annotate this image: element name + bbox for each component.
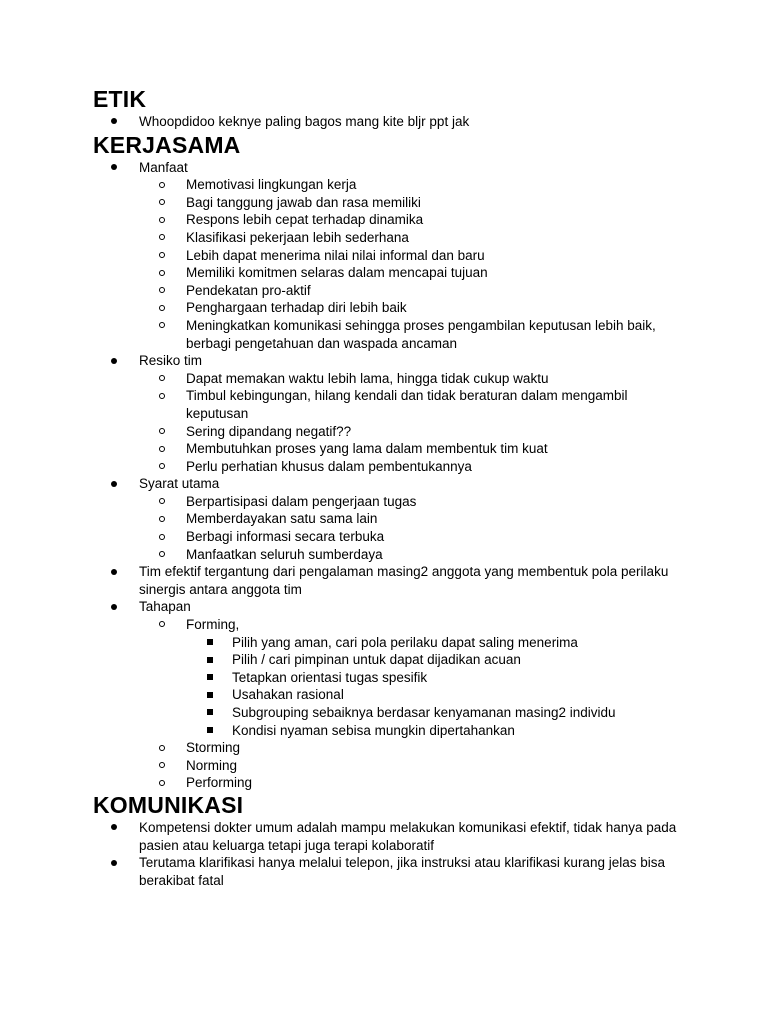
list-item-tim-efektif: Tim efektif tergantung dari pengalaman masing2 anggota yang membentuk pola perilaku sinergis antara anggota tim	[93, 563, 683, 598]
square-bullet-icon	[207, 651, 213, 669]
heading-kerjasama: KERJASAMA	[93, 131, 241, 158]
list-item-syarat: Syarat utama	[93, 475, 683, 493]
circle-bullet-icon	[159, 510, 165, 528]
list-item-performing: Performing	[93, 774, 683, 792]
circle-bullet-icon	[159, 264, 165, 282]
list-item: Pilih / cari pimpinan untuk dapat dijadikan acuan	[93, 651, 683, 669]
list-item: Tetapkan orientasi tugas spesifik	[93, 669, 683, 687]
circle-bullet-icon	[159, 387, 165, 405]
etik-list	[93, 113, 683, 131]
disc-bullet-icon	[111, 475, 117, 493]
list-item: Berbagi informasi secara terbuka	[93, 528, 683, 546]
list-item: Pilih yang aman, cari pola perilaku dapat saling menerima	[93, 634, 683, 652]
disc-bullet-icon	[111, 352, 117, 370]
list-item: Terutama klarifikasi hanya melalui telepon, jika instruksi atau klarifikasi kurang jelas bisa berakibat fatal	[93, 854, 683, 889]
list-item: Perlu perhatian khusus dalam pembentukannya	[93, 458, 683, 476]
circle-bullet-icon	[159, 423, 165, 441]
circle-bullet-icon	[159, 546, 165, 564]
list-item: Subgrouping sebaiknya berdasar kenyamanan masing2 individu	[93, 704, 683, 722]
list-item: Klasifikasi pekerjaan lebih sederhana	[93, 229, 683, 247]
circle-bullet-icon	[159, 528, 165, 546]
disc-bullet-icon	[111, 159, 117, 177]
list-item: Manfaatkan seluruh sumberdaya	[93, 546, 683, 564]
list-item: Dapat memakan waktu lebih lama, hingga tidak cukup waktu	[93, 370, 683, 388]
circle-bullet-icon	[159, 493, 165, 511]
list-item-forming: Forming,	[93, 616, 683, 634]
disc-bullet-icon	[111, 598, 117, 616]
list-item: Bagi tanggung jawab dan rasa memiliki	[93, 194, 683, 212]
list-item-storming: Storming	[93, 739, 683, 757]
list-item: Pendekatan pro-aktif	[93, 282, 683, 300]
circle-bullet-icon	[159, 247, 165, 265]
circle-bullet-icon	[159, 176, 165, 194]
circle-bullet-icon	[159, 616, 165, 634]
list-item: Kompetensi dokter umum adalah mampu melakukan komunikasi efektif, tidak hanya pada pasien atau keluarga tetapi juga terapi kolaboratif	[93, 819, 683, 854]
list-item: Lebih dapat menerima nilai nilai informal dan baru	[93, 247, 683, 265]
list-item-manfaat: Manfaat	[93, 159, 683, 177]
square-bullet-icon	[207, 722, 213, 740]
heading-komunikasi: KOMUNIKASI	[93, 791, 244, 818]
circle-bullet-icon	[159, 774, 165, 792]
list-item: Memberdayakan satu sama lain	[93, 510, 683, 528]
heading-etik: ETIK	[93, 86, 147, 112]
circle-bullet-icon	[159, 370, 165, 388]
disc-bullet-icon	[111, 113, 117, 131]
list-item: Whoopdidoo keknye paling bagos mang kite bljr ppt jak	[93, 113, 683, 131]
list-item: Respons lebih cepat terhadap dinamika	[93, 211, 683, 229]
circle-bullet-icon	[159, 211, 165, 229]
circle-bullet-icon	[159, 458, 165, 476]
disc-bullet-icon	[111, 563, 117, 581]
circle-bullet-icon	[159, 757, 165, 775]
list-item: Kondisi nyaman sebisa mungkin dipertahankan	[93, 722, 683, 740]
document-page	[93, 86, 683, 889]
list-item: Berpartisipasi dalam pengerjaan tugas	[93, 493, 683, 511]
list-item: Penghargaan terhadap diri lebih baik	[93, 299, 683, 317]
list-item: Membutuhkan proses yang lama dalam membentuk tim kuat	[93, 440, 683, 458]
list-item: Timbul kebingungan, hilang kendali dan tidak beraturan dalam mengambil keputusan	[93, 387, 683, 422]
list-item-resiko: Resiko tim	[93, 352, 683, 370]
circle-bullet-icon	[159, 282, 165, 300]
disc-bullet-icon	[111, 819, 117, 837]
circle-bullet-icon	[159, 739, 165, 757]
list-item: Meningkatkan komunikasi sehingga proses pengambilan keputusan lebih baik, berbagi pengetahuan dan waspada ancaman	[93, 317, 683, 352]
kerjasama-list	[93, 159, 683, 792]
disc-bullet-icon	[111, 854, 117, 872]
list-item: Usahakan rasional	[93, 686, 683, 704]
list-item: Memotivasi lingkungan kerja	[93, 176, 683, 194]
square-bullet-icon	[207, 669, 213, 687]
circle-bullet-icon	[159, 229, 165, 247]
list-item: Sering dipandang negatif??	[93, 423, 683, 441]
circle-bullet-icon	[159, 194, 165, 212]
square-bullet-icon	[207, 634, 213, 652]
circle-bullet-icon	[159, 317, 165, 335]
circle-bullet-icon	[159, 299, 165, 317]
circle-bullet-icon	[159, 440, 165, 458]
list-item: Memiliki komitmen selaras dalam mencapai tujuan	[93, 264, 683, 282]
komunikasi-list	[93, 819, 683, 889]
square-bullet-icon	[207, 704, 213, 722]
list-item-norming: Norming	[93, 757, 683, 775]
square-bullet-icon	[207, 686, 213, 704]
list-item-tahapan: Tahapan	[93, 598, 683, 616]
